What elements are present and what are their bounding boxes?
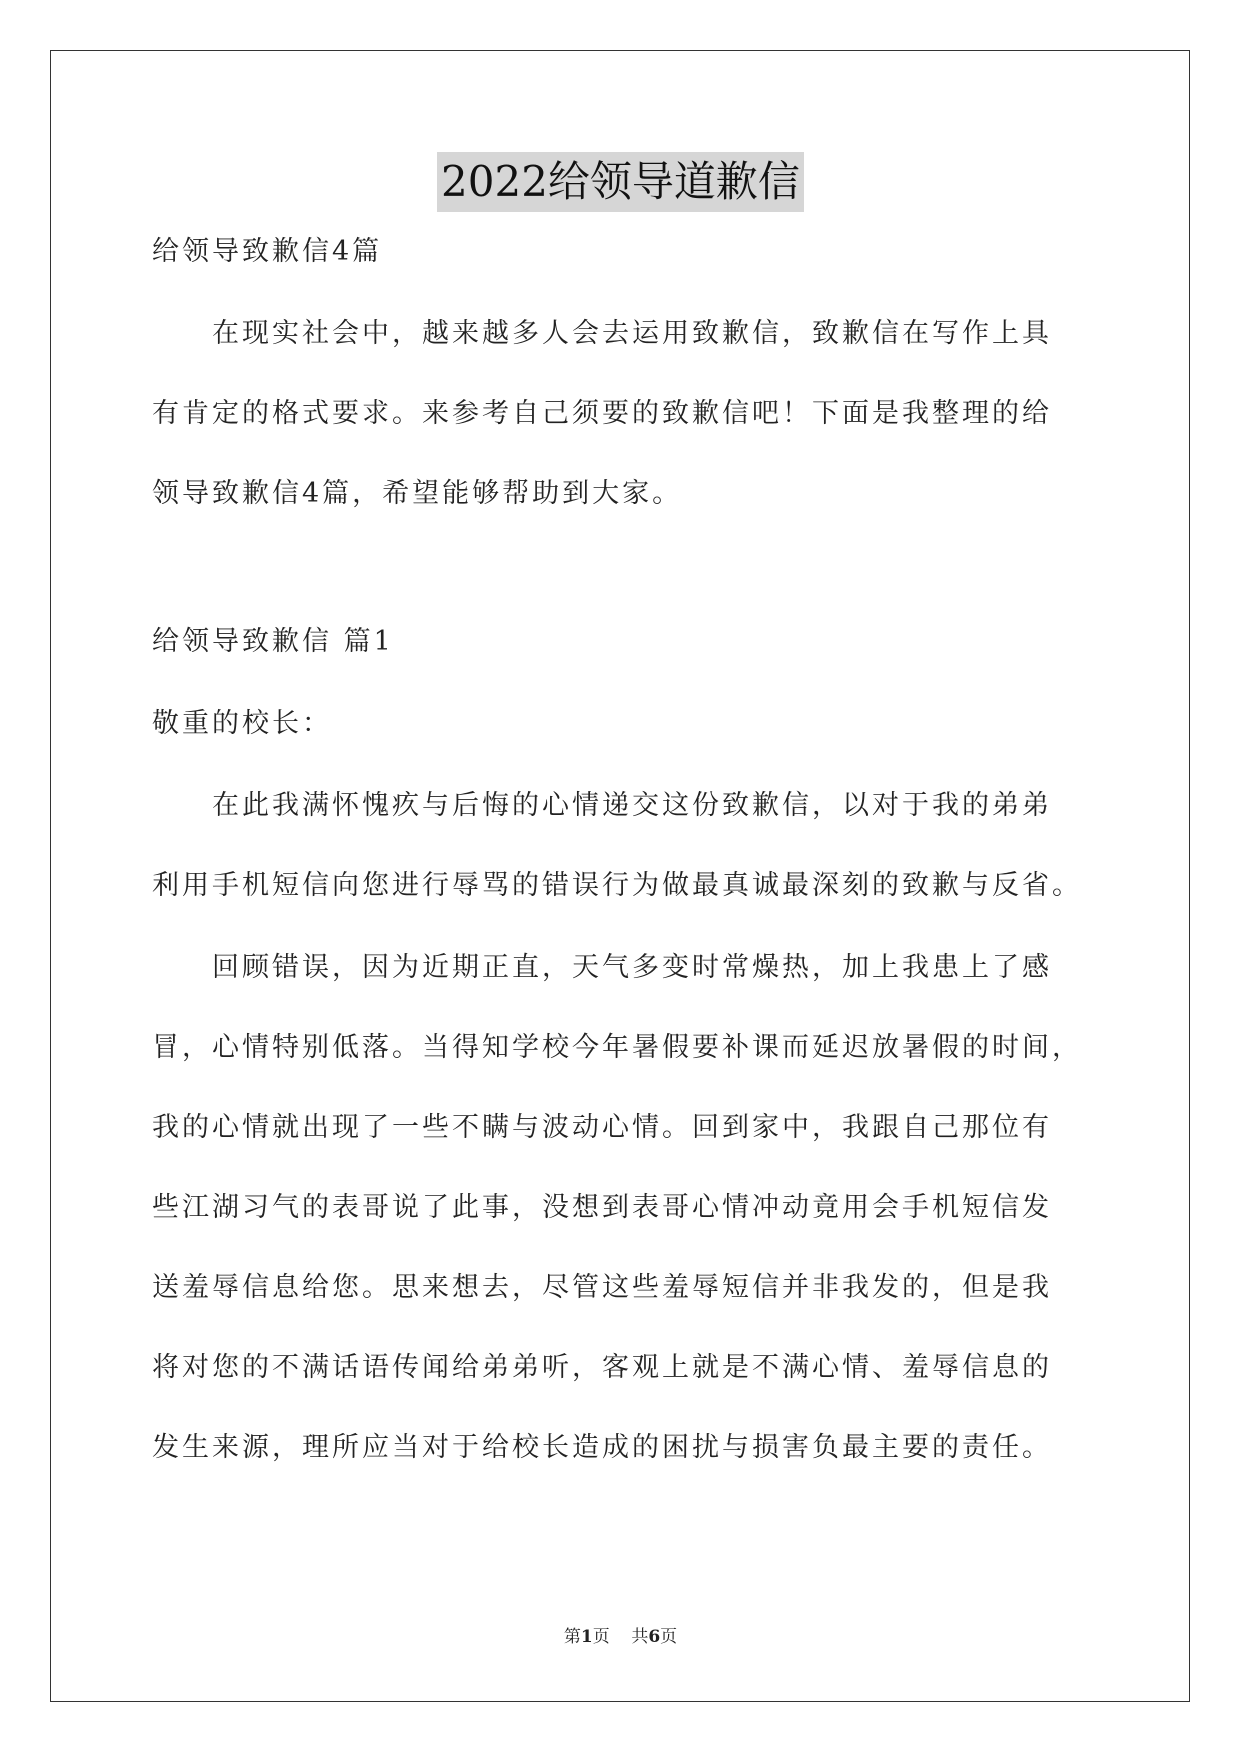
paragraph-line: 将对您的不满话语传闻给弟弟听，客观上就是不满心情、羞辱信息的 — [152, 1352, 1052, 1383]
body-paragraph-1 — [152, 786, 1102, 906]
paragraph-line: 有肯定的格式要求。来参考自己须要的致歉信吧！下面是我整理的给 — [152, 398, 1052, 429]
paragraph-line: 发生来源，理所应当对于给校长造成的困扰与损害负最主要的责任。 — [152, 1432, 1052, 1463]
document-title: 2022给领导道歉信 — [437, 152, 804, 212]
title-container — [0, 152, 1241, 212]
paragraph-line: 些江湖习气的表哥说了此事，没想到表哥心情冲动竟用会手机短信发 — [152, 1192, 1052, 1223]
paragraph-line: 冒，心情特别低落。当得知学校今年暑假要补课而延迟放暑假的时间， — [152, 1032, 1082, 1063]
salutation: 敬重的校长： — [152, 708, 332, 739]
paragraph-line: 领导致歉信4篇，希望能够帮助到大家。 — [152, 478, 683, 509]
paragraph-line: 利用手机短信向您进行辱骂的错误行为做最真诚最深刻的致歉与反省。 — [152, 870, 1082, 901]
total-pages: 6 — [648, 1627, 661, 1647]
total-label-suffix: 页 — [660, 1627, 678, 1647]
subtitle: 给领导致歉信4篇 — [152, 236, 383, 267]
intro-paragraph — [152, 314, 1102, 514]
page-number: 1 — [580, 1627, 593, 1647]
total-label-prefix: 共 — [631, 1627, 649, 1647]
body-paragraph-2 — [152, 948, 1102, 1468]
document-body — [152, 232, 1102, 1468]
paragraph-line: 我的心情就出现了一些不瞒与波动心情。回到家中，我跟自己那位有 — [152, 1112, 1052, 1143]
paragraph-line: 回顾错误，因为近期正直，天气多变时常燥热，加上我患上了感 — [212, 952, 1052, 983]
page-label-prefix: 第 — [563, 1627, 581, 1647]
paragraph-line: 在现实社会中，越来越多人会去运用致歉信，致歉信在写作上具 — [212, 318, 1052, 349]
section-heading: 给领导致歉信 篇1 — [152, 626, 394, 657]
page-footer — [0, 1622, 1241, 1647]
paragraph-line: 送羞辱信息给您。思来想去，尽管这些羞辱短信并非我发的，但是我 — [152, 1272, 1052, 1303]
paragraph-line: 在此我满怀愧疚与后悔的心情递交这份致歉信，以对于我的弟弟 — [212, 790, 1052, 821]
page-label-suffix: 页 — [592, 1627, 610, 1647]
